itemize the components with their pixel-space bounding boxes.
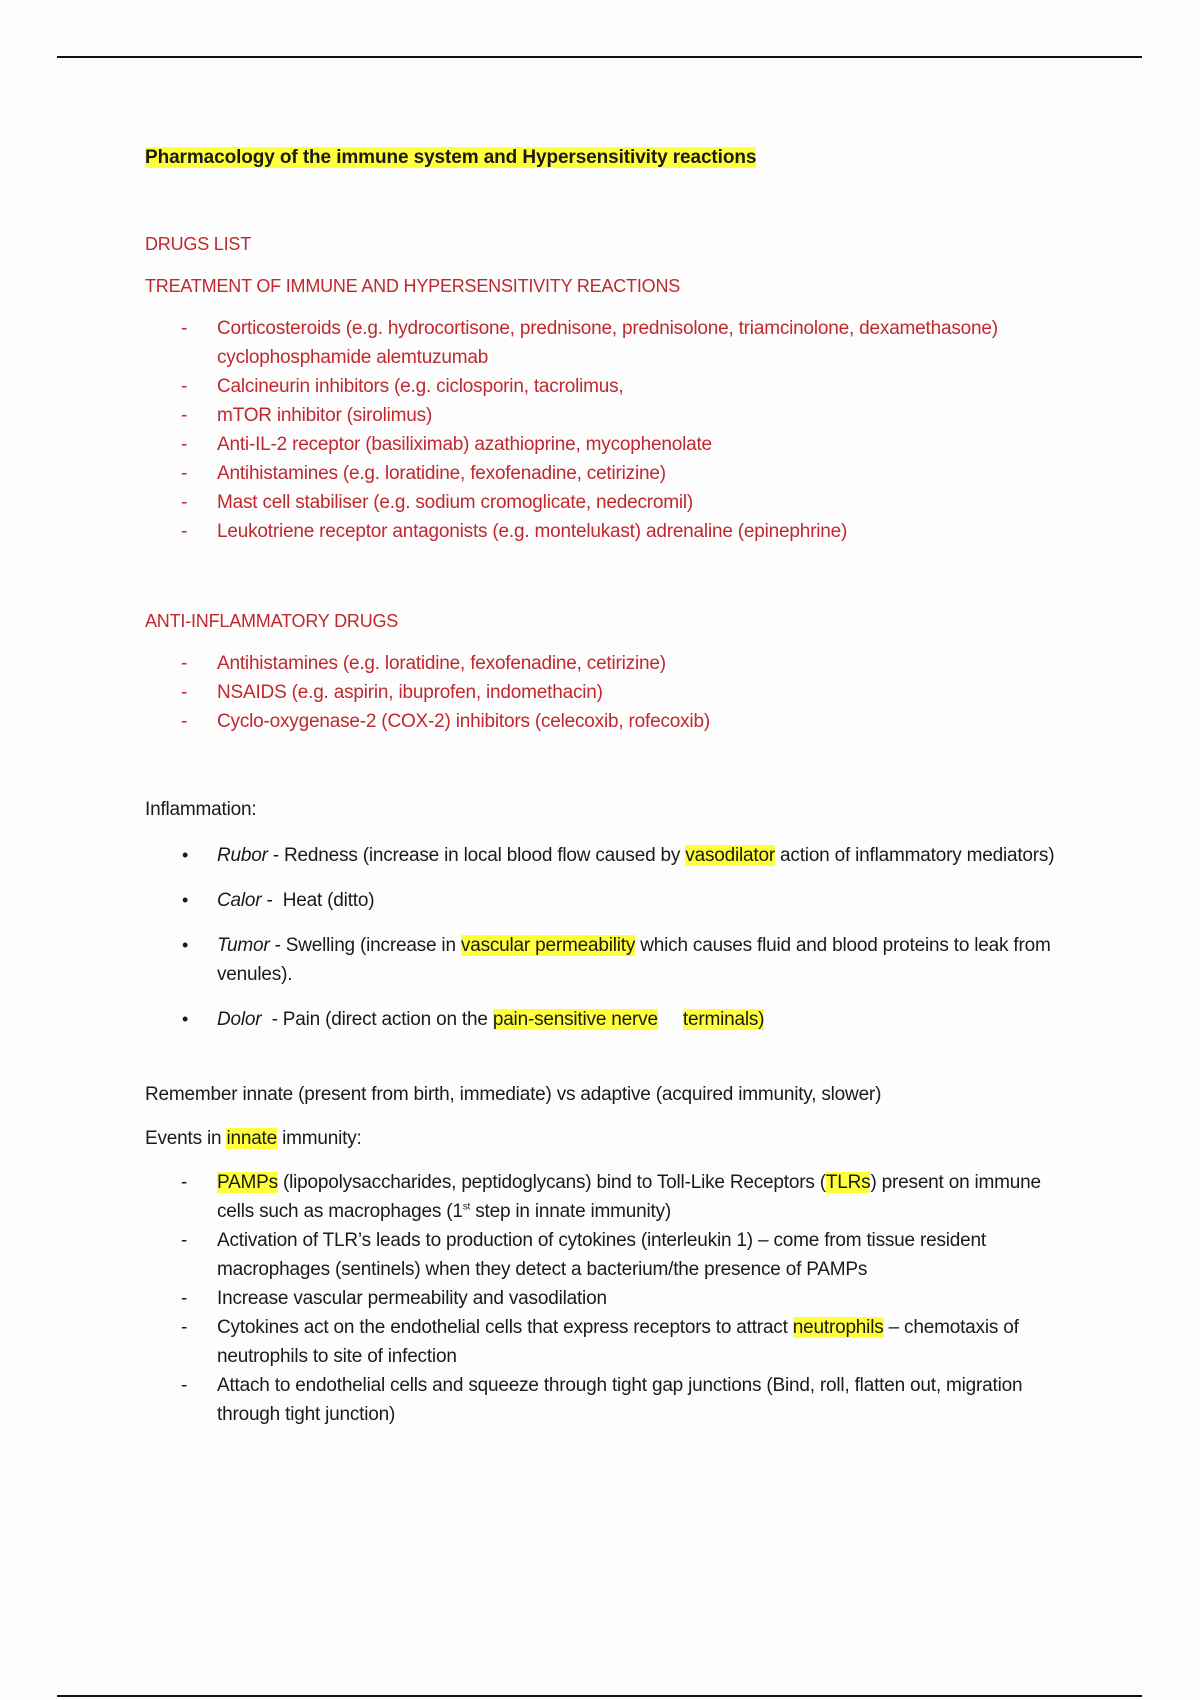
dash-marker: - xyxy=(181,1172,188,1193)
dash-marker: - xyxy=(181,521,188,542)
dash-marker: - xyxy=(181,1230,188,1251)
drugs-list-heading: DRUGS LIST xyxy=(145,234,252,254)
dash-marker: - xyxy=(181,318,188,339)
list-item: - Anti-IL-2 receptor (basiliximab) azathioprine, mycophenolate xyxy=(145,430,1065,459)
list-item: - Attach to endothelial cells and squeeze through tight gap junctions (Bind, roll, flatten out, migration through tight junction) xyxy=(145,1371,1065,1429)
treatment-list xyxy=(145,314,1065,546)
highlight: pain-sensitive nerve xyxy=(492,1009,658,1030)
document-title xyxy=(145,144,1065,172)
document-body xyxy=(145,144,1065,1429)
dash-marker: - xyxy=(181,434,188,455)
highlight: terminals) xyxy=(682,1009,765,1030)
list-item-tumor: • Tumor - Swelling (increase in vascular permeability which causes fluid and blood proteins to leak from venules). xyxy=(145,931,1065,989)
highlight: neutrophils xyxy=(792,1317,884,1338)
list-item: - mTOR inhibitor (sirolimus) xyxy=(145,401,1065,430)
dash-marker: - xyxy=(181,492,188,513)
list-item: - Corticosteroids (e.g. hydrocortisone, prednisone, prednisolone, triamcinolone, dexamethasone) cyclophosphamide alemtuzumab xyxy=(145,314,1065,372)
list-item: - Mast cell stabiliser (e.g. sodium cromoglicate, nedecromil) xyxy=(145,488,1065,517)
list-item: - Antihistamines (e.g. loratidine, fexofenadine, cetirizine) xyxy=(145,649,1065,678)
title-highlight: Pharmacology of the immune system and Hypersensitivity reactions xyxy=(145,147,757,168)
highlight: vasodilator xyxy=(685,845,775,866)
bullet-marker: • xyxy=(182,1009,189,1029)
dash-marker: - xyxy=(181,653,188,674)
dash-marker: - xyxy=(181,376,188,397)
highlight: TLRs xyxy=(825,1172,871,1193)
dash-marker: - xyxy=(181,1288,188,1309)
header-rule xyxy=(57,56,1142,58)
list-item: - Calcineurin inhibitors (e.g. ciclosporin, tacrolimus, xyxy=(145,372,1065,401)
list-item-rubor: • Rubor - Redness (increase in local blood flow caused by vasodilator action of inflammatory mediators) xyxy=(145,841,1065,870)
footer-rule xyxy=(57,1695,1142,1697)
anti-inflammatory-heading: ANTI-INFLAMMATORY DRUGS xyxy=(145,611,399,631)
list-item: - Increase vascular permeability and vasodilation xyxy=(145,1284,1065,1313)
anti-inflammatory-list xyxy=(145,649,1065,736)
dash-marker: - xyxy=(181,1317,188,1338)
events-list xyxy=(145,1168,1065,1429)
list-item: - Cytokines act on the endothelial cells that express receptors to attract neutrophils – chemotaxis of neutrophils to site of infection xyxy=(145,1313,1065,1371)
list-item: - Cyclo-oxygenase-2 (COX-2) inhibitors (celecoxib, rofecoxib) xyxy=(145,707,1065,736)
bullet-marker: • xyxy=(182,890,189,910)
events-heading: Events in innate immunity: xyxy=(145,1128,362,1149)
inflammation-heading: Inflammation: xyxy=(145,799,257,820)
highlight: innate xyxy=(226,1128,278,1149)
list-item: - Activation of TLR’s leads to production of cytokines (interleukin 1) – come from tissue resident macrophages (sentinels) when they detect a bacterium/the presence of PAMPs xyxy=(145,1226,1065,1284)
treatment-heading: TREATMENT OF IMMUNE AND HYPERSENSITIVITY REACTIONS xyxy=(145,276,681,296)
list-item-calor: • Calor - Heat (ditto) xyxy=(145,886,1065,915)
inflammation-list xyxy=(145,841,1065,1034)
list-item: - PAMPs (lipopolysaccharides, peptidoglycans) bind to Toll-Like Receptors (TLRs) present on immune cells such as macrophages (1st step in innate immunity) xyxy=(145,1168,1065,1226)
bullet-marker: • xyxy=(182,935,189,955)
list-item: - Antihistamines (e.g. loratidine, fexofenadine, cetirizine) xyxy=(145,459,1065,488)
dash-marker: - xyxy=(181,682,188,703)
dash-marker: - xyxy=(181,1375,188,1396)
dash-marker: - xyxy=(181,711,188,732)
dash-marker: - xyxy=(181,405,188,426)
dash-marker: - xyxy=(181,463,188,484)
highlight: vascular permeability xyxy=(460,935,636,956)
innate-vs-adaptive: Remember innate (present from birth, immediate) vs adaptive (acquired immunity, slower) xyxy=(145,1084,882,1105)
list-item-dolor: • Dolor - Pain (direct action on the pain-sensitive nerve terminals) xyxy=(145,1005,1065,1034)
list-item: - NSAIDS (e.g. aspirin, ibuprofen, indomethacin) xyxy=(145,678,1065,707)
highlight: PAMPs xyxy=(217,1172,278,1193)
bullet-marker: • xyxy=(182,845,189,865)
list-item: - Leukotriene receptor antagonists (e.g. montelukast) adrenaline (epinephrine) xyxy=(145,517,1065,546)
